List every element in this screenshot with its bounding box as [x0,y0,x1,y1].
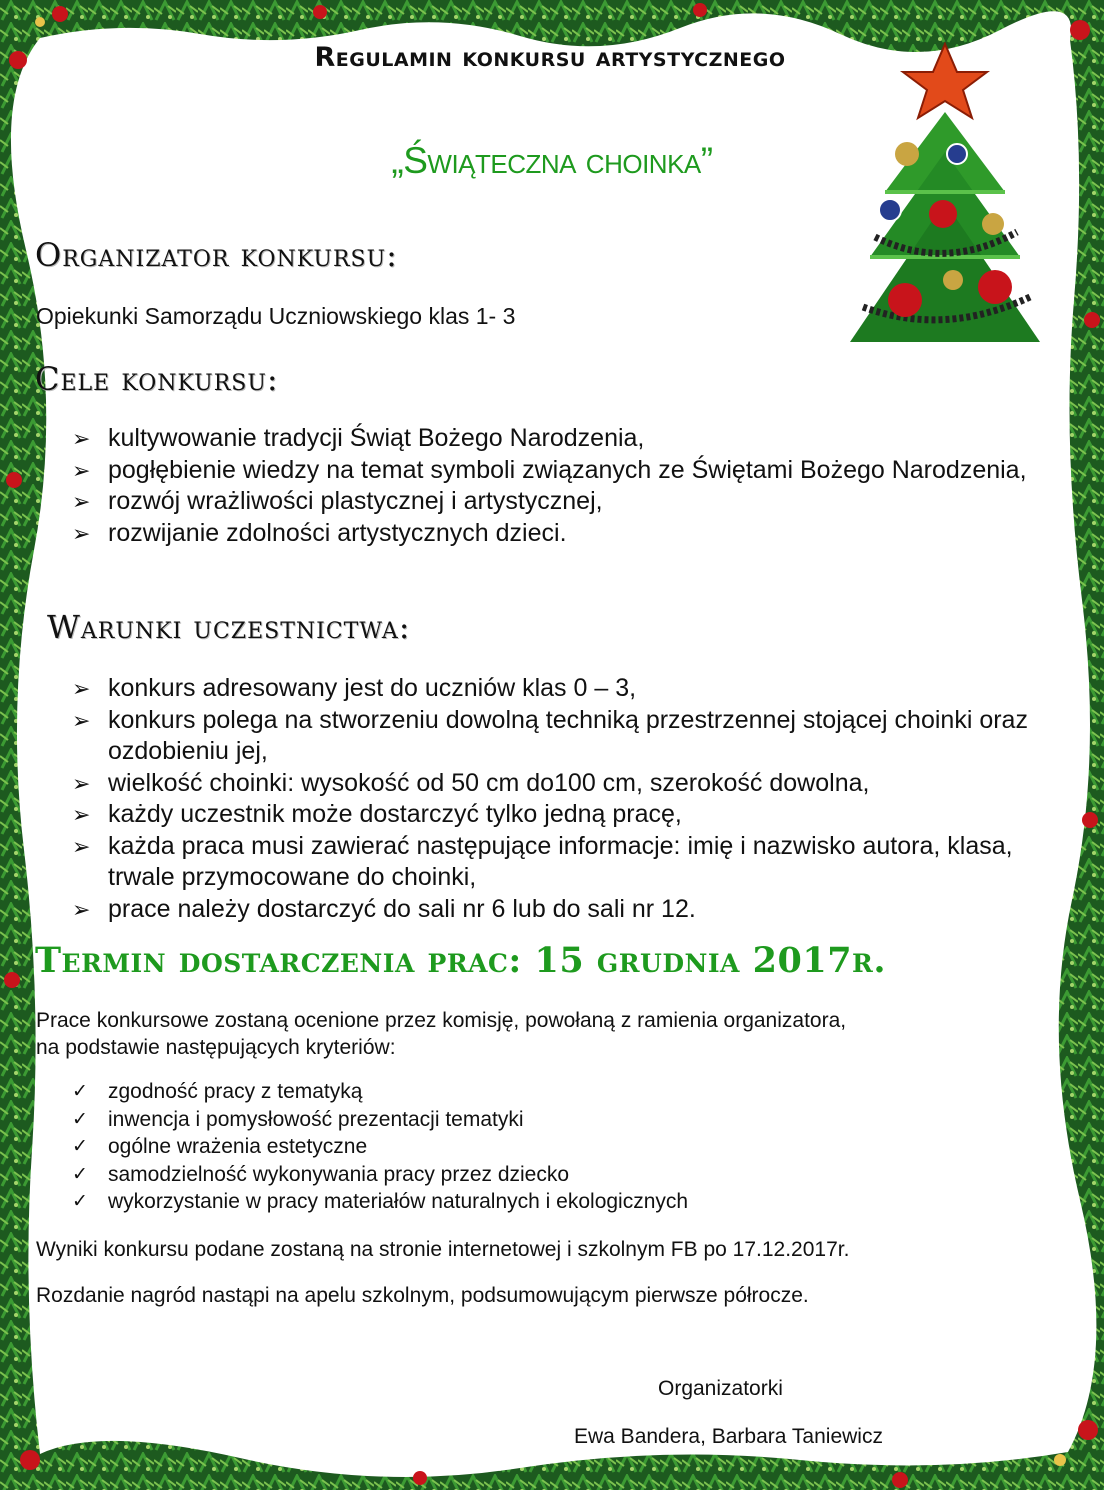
arrow-marker-icon: ➢ [72,676,91,701]
list-item: ✓ zgodność pracy z tematyką [72,1078,972,1106]
document-title: Regulamin konkursu artystycznego [314,42,786,73]
list-item: ➢ rozwijanie zdolności artystycznych dzieci. [72,518,1032,550]
list-item: ➢ konkurs adresowany jest do uczniów klas 0 – 3, [72,673,1072,705]
checkmark-icon: ✓ [72,1191,88,1212]
goals-heading: Cele konkursu: [35,360,279,398]
evaluation-intro-line2: na podstawie następujących kryteriów: [36,1036,396,1059]
list-item: ➢ kultywowanie tradycji Świąt Bożego Narodzenia, [72,423,1032,455]
goals-list [72,423,1032,549]
results-text: Wyniki konkursu podane zostaną na stronie internetowej i szkolnym FB po 17.12.2017r. [36,1238,850,1261]
list-item: ➢ wielkość choinki: wysokość od 50 cm do100 cm, szerokość dowolna, [72,768,1072,800]
list-item: ✓ inwencja i pomysłowość prezentacji tematyki [72,1106,972,1134]
checkmark-icon: ✓ [72,1081,88,1102]
conditions-heading: Warunki uczestnictwa: [47,608,411,646]
list-item: ➢ każdy uczestnik może dostarczyć tylko jedną pracę, [72,799,1072,831]
arrow-marker-icon: ➢ [72,520,91,546]
arrow-marker-icon: ➢ [72,707,91,733]
arrow-marker-icon: ➢ [72,833,91,859]
list-item: ➢ pogłębienie wiedzy na temat symboli związanych ze Świętami Bożego Narodzenia, [72,455,1032,487]
checkmark-icon: ✓ [72,1108,88,1130]
list-item: ➢ rozwój wrażliwości plastycznej i artystycznej, [72,486,1032,518]
list-item: ➢ każda praca musi zawierać następujące informacje: imię i nazwisko autora, klasa, trwale przymocowane do choinki, [72,831,1013,891]
arrow-marker-icon: ➢ [72,426,91,451]
list-item: ➢ prace należy dostarczyć do sali nr 6 lub do sali nr 12. [72,894,1072,926]
contest-name: „Świąteczna choinka” [391,140,713,181]
arrow-marker-icon: ➢ [72,802,91,827]
organizer-text: Opiekunki Samorządu Uczniowskiego klas 1- 3 [36,303,516,329]
checkmark-icon: ✓ [72,1163,88,1185]
deadline-banner: Termin dostarczenia prac: 15 grudnia 2017r. [35,940,887,981]
conditions-list [72,673,1072,925]
criteria-list [72,1078,972,1216]
checkmark-icon: ✓ [72,1136,88,1157]
organizer-heading: Organizator konkursu: [35,236,398,274]
list-item: ✓ samodzielność wykonywania pracy przez dziecko [72,1161,972,1189]
list-item: ✓ ogólne wrażenia estetyczne [72,1133,972,1161]
evaluation-intro-line1: Prace konkursowe zostaną ocenione przez komisję, powołaną z ramienia organizatora, [36,1009,847,1032]
awards-text: Rozdanie nagród nastąpi na apelu szkolnym, podsumowującym pierwsze półrocze. [36,1284,809,1307]
arrow-marker-icon: ➢ [72,457,91,483]
list-item: ✓ wykorzystanie w pracy materiałów naturalnych i ekologicznych [72,1188,972,1216]
signature-label: Organizatorki [658,1377,783,1400]
signature-names: Ewa Bandera, Barbara Taniewicz [574,1425,883,1448]
list-item: ➢ konkurs polega na stworzeniu dowolną techniką przestrzennej stojącej choinki oraz ozdobieniu jej, [72,705,1028,765]
christmas-tree-icon [845,42,1045,352]
arrow-marker-icon: ➢ [72,770,91,796]
arrow-marker-icon: ➢ [72,489,91,514]
arrow-marker-icon: ➢ [72,896,91,922]
